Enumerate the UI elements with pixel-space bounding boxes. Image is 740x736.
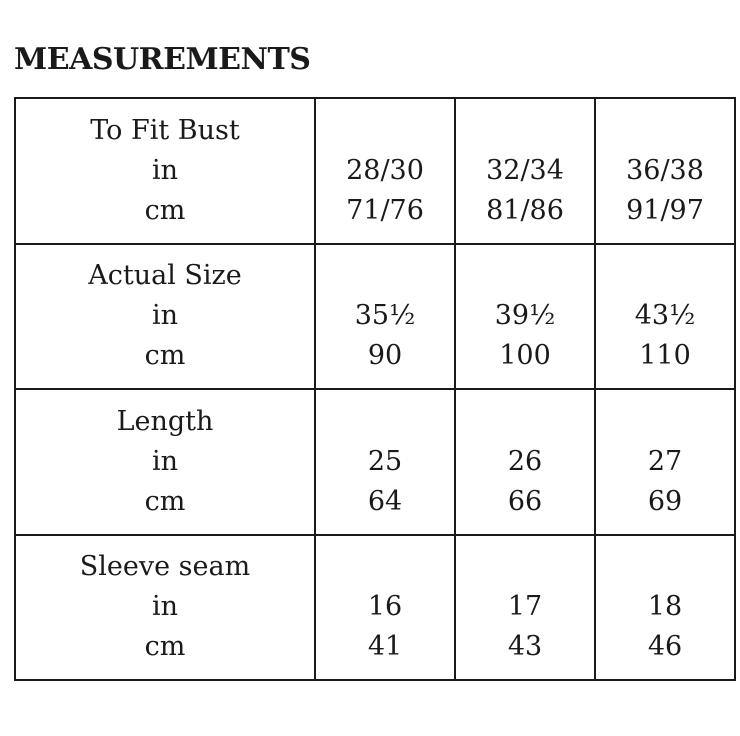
unit-in-label: in (151, 154, 179, 186)
page-title: MEASUREMENTS (14, 42, 311, 77)
size-cell (595, 244, 735, 390)
unit-in-label: in (151, 445, 179, 477)
size-cell (315, 98, 455, 244)
size-cell (455, 244, 595, 390)
size-cell (455, 98, 595, 244)
row-label: Sleeve seam (79, 551, 251, 583)
value-cm: 66 (507, 485, 543, 517)
row-label: Actual Size (88, 260, 242, 292)
value-in: 43½ (634, 300, 696, 332)
size-cell (595, 535, 735, 681)
value-cm: 71/76 (346, 194, 424, 226)
size-cell (595, 389, 735, 535)
measurements-table (14, 97, 736, 681)
value-cm: 90 (367, 340, 403, 372)
table-row-bust (15, 98, 735, 244)
value-in: 17 (507, 591, 543, 623)
row-label: To Fit Bust (90, 114, 240, 146)
value-cm: 41 (367, 631, 403, 663)
table-row-length (15, 389, 735, 535)
table-row-actual-size (15, 244, 735, 390)
value-cm: 64 (367, 485, 403, 517)
unit-in-label: in (151, 591, 179, 623)
row-label-cell (15, 389, 315, 535)
value-in: 27 (647, 445, 683, 477)
size-cell (455, 535, 595, 681)
table-row-sleeve-seam (15, 535, 735, 681)
value-in: 16 (367, 591, 403, 623)
value-in: 35½ (354, 300, 416, 332)
value-in: 26 (507, 445, 543, 477)
value-cm: 43 (507, 631, 543, 663)
value-cm: 69 (647, 485, 683, 517)
value-in: 25 (367, 445, 403, 477)
value-cm: 100 (499, 340, 551, 372)
row-label-cell (15, 98, 315, 244)
size-cell (455, 389, 595, 535)
unit-in-label: in (151, 300, 179, 332)
value-cm: 46 (647, 631, 683, 663)
size-cell (315, 535, 455, 681)
value-in: 32/34 (486, 154, 564, 186)
value-in: 18 (647, 591, 683, 623)
size-cell (595, 98, 735, 244)
size-cell (315, 244, 455, 390)
size-cell (315, 389, 455, 535)
value-in: 28/30 (346, 154, 424, 186)
unit-cm-label: cm (144, 194, 186, 226)
unit-cm-label: cm (144, 631, 186, 663)
unit-cm-label: cm (144, 340, 186, 372)
row-label-cell (15, 535, 315, 681)
row-label-cell (15, 244, 315, 390)
value-cm: 81/86 (486, 194, 564, 226)
unit-cm-label: cm (144, 485, 186, 517)
row-label: Length (116, 405, 214, 437)
value-in: 36/38 (626, 154, 704, 186)
value-cm: 91/97 (626, 194, 704, 226)
value-cm: 110 (639, 340, 691, 372)
value-in: 39½ (494, 300, 556, 332)
